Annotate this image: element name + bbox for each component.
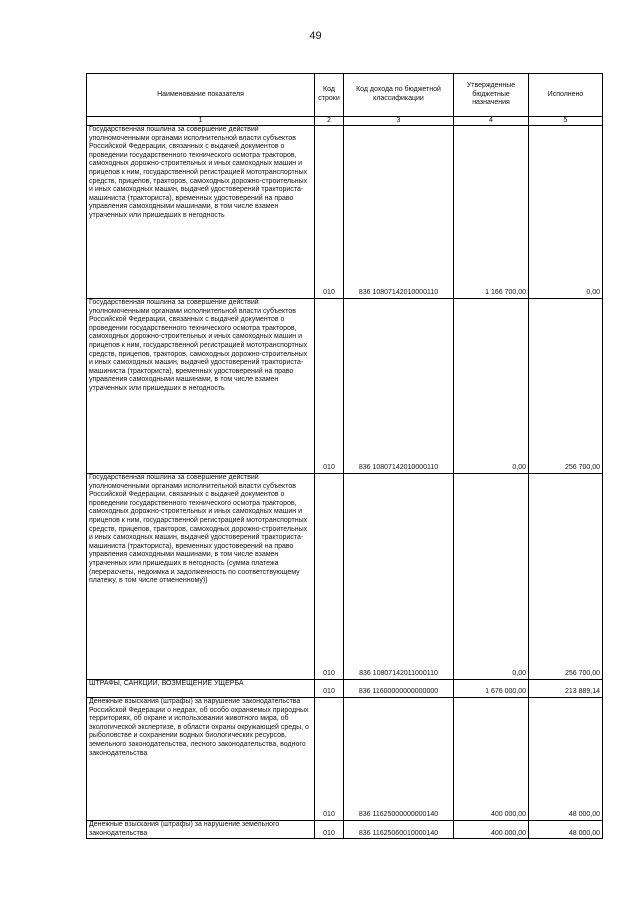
line-code: 010 bbox=[315, 126, 344, 299]
income-code: 836 11625000000000140 bbox=[344, 698, 454, 821]
column-index: 3 bbox=[344, 117, 454, 126]
executed-amount: 256 700,00 bbox=[529, 474, 603, 680]
executed-amount: 256 700,00 bbox=[529, 299, 603, 474]
header-approved: Утвержденные бюджетные назначения bbox=[454, 74, 529, 117]
indicator-name: ШТРАФЫ, САНКЦИИ, ВОЗМЕЩЕНИЕ УЩЕРБА bbox=[87, 680, 315, 698]
approved-amount: 400 000,00 bbox=[454, 698, 529, 821]
indicator-name: Государственная пошлина за совершение действий уполномоченными органами исполнительной власти субъектов Российской Федерации, связанных с выдачей документов о проведении государственного технического осмотра тракторов, самоходных дорожно-строительных и иных самоходных машин и прицепов к ним, государственной регистрацией мототранспортных средств, прицепов, тракторов, самоходных дорожно-строительных и иных самоходных машин, выдачей удостоверений тракториста-машиниста (тракториста), временных удостоверений на право управления самоходными машинами, в том числе взамен утраченных или пришедших в негодность bbox=[87, 126, 315, 299]
line-code: 010 bbox=[315, 474, 344, 680]
column-index-row bbox=[87, 117, 603, 126]
indicator-name: Государственная пошлина за совершение действий уполномоченными органами исполнительной власти субъектов Российской Федерации, связанных с выдачей документов о проведении государственного технического осмотра тракторов, самоходных дорожно-строительных и иных самоходных машин и прицепов к ним, государственной регистрацией мототранспортных средств, прицепов, тракторов, самоходных дорожно-строительных и иных самоходных машин, выдачей удостоверений тракториста-машиниста (тракториста), временных удостоверений на право управления самоходными машинами, в том числе взамен утраченных или пришедших в негодность bbox=[87, 299, 315, 474]
executed-amount: 0,00 bbox=[529, 126, 603, 299]
approved-amount: 1 166 700,00 bbox=[454, 126, 529, 299]
executed-amount: 48 000,00 bbox=[529, 698, 603, 821]
column-index: 1 bbox=[87, 117, 315, 126]
income-code: 836 11625060010000140 bbox=[344, 821, 454, 839]
header-line-code: Код строки bbox=[315, 74, 344, 117]
page-number: 49 bbox=[309, 30, 322, 42]
line-code: 010 bbox=[315, 821, 344, 839]
approved-amount: 0,00 bbox=[454, 299, 529, 474]
approved-amount: 400 000,00 bbox=[454, 821, 529, 839]
line-code: 010 bbox=[315, 299, 344, 474]
executed-amount: 48 000,00 bbox=[529, 821, 603, 839]
header-executed: Исполнено bbox=[529, 74, 603, 117]
table-row bbox=[87, 698, 603, 821]
budget-income-table bbox=[86, 73, 603, 839]
line-code: 010 bbox=[315, 698, 344, 821]
income-code: 836 11600000000000000 bbox=[344, 680, 454, 698]
indicator-name: Денежные взыскания (штрафы) за нарушение законодательства Российской Федерации о недрах, об особо охраняемых природных территориях, об охране и использовании животного мира, об экологической экспертизе, в области охраны окружающей среды, о рыболовстве и сохранении водных биологических ресурсов, земельного законодательства, лесного законодательства, водного законодательства bbox=[87, 698, 315, 821]
table-header-row bbox=[87, 74, 603, 117]
table-row bbox=[87, 821, 603, 839]
column-index: 4 bbox=[454, 117, 529, 126]
approved-amount: 0,00 bbox=[454, 474, 529, 680]
header-indicator-name: Наименование показателя bbox=[87, 74, 315, 117]
table-row bbox=[87, 680, 603, 698]
line-code: 010 bbox=[315, 680, 344, 698]
header-income-code: Код дохода по бюджетной классификации bbox=[344, 74, 454, 117]
table-row bbox=[87, 126, 603, 299]
income-code: 836 10807142011000110 bbox=[344, 474, 454, 680]
indicator-name: Денежные взыскания (штрафы) за нарушение земельного законодательства bbox=[87, 821, 315, 839]
indicator-name: Государственная пошлина за совершение действий уполномоченными органами исполнительной власти субъектов Российской Федерации, связанных с выдачей документов о проведении государственного технического осмотра тракторов, самоходных дорожно-строительных и иных самоходных машин и прицепов к ним, государственной регистрацией мототранспортных средств, прицепов, тракторов, самоходных дорожно-строительных и иных самоходных машин, выдачей удостоверений тракториста-машиниста (тракториста), временных удостоверений на право управления самоходными машинами, в том числе взамен утраченных или пришедших в негодность (сумма платежа (перерасчеты, недоимка и задолженность по соответствующему платежу, в том числе отмененному)) bbox=[87, 474, 315, 680]
column-index: 5 bbox=[529, 117, 603, 126]
executed-amount: 213 889,14 bbox=[529, 680, 603, 698]
income-code: 836 10807142010000110 bbox=[344, 126, 454, 299]
table-row bbox=[87, 474, 603, 680]
table-row bbox=[87, 299, 603, 474]
column-index: 2 bbox=[315, 117, 344, 126]
income-code: 836 10807142010000110 bbox=[344, 299, 454, 474]
approved-amount: 1 676 000,00 bbox=[454, 680, 529, 698]
